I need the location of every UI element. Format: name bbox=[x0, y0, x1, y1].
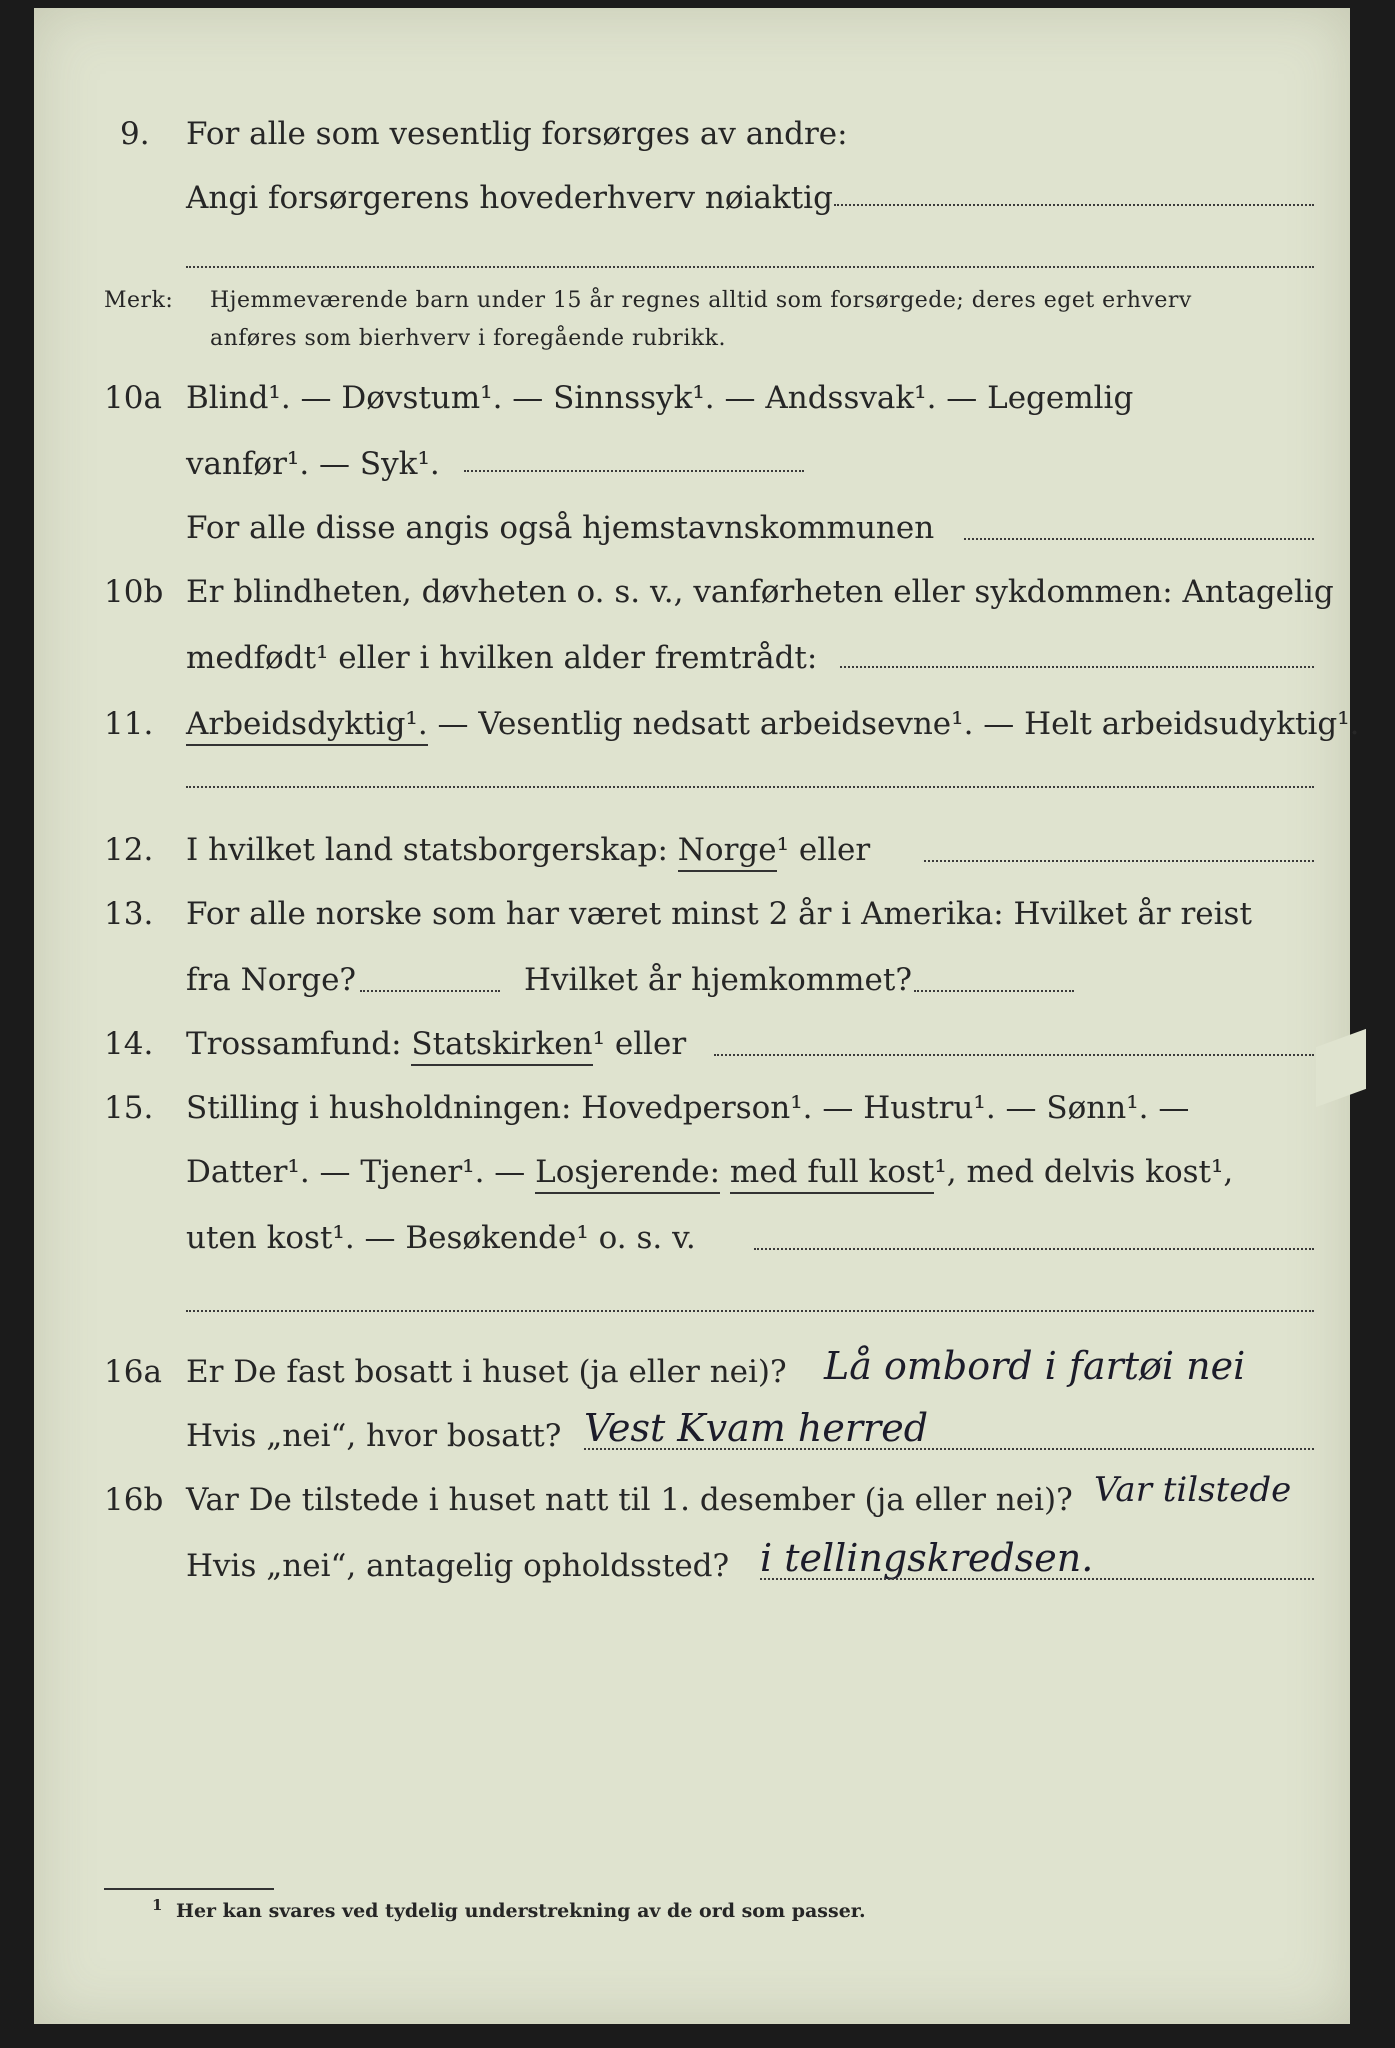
question-text-post: ¹, med delvis kost¹, bbox=[934, 1154, 1234, 1190]
underlined-answer: Statskirken bbox=[411, 1026, 592, 1066]
page-corner-tab bbox=[1316, 1029, 1366, 1107]
note-label: Merk: bbox=[104, 288, 174, 313]
note-text: anføres som bierhverv i foregående rubrikk. bbox=[210, 326, 727, 351]
answer-line[interactable] bbox=[360, 990, 500, 992]
handwritten-answer[interactable]: i tellingskredsen. bbox=[760, 1536, 1094, 1580]
underlined-answer: Arbeidsdyktig¹. bbox=[186, 706, 428, 746]
question-text-mid bbox=[720, 1154, 730, 1190]
underlined-answer: med full kost bbox=[730, 1154, 934, 1194]
question-text: Er blindheten, døvheten o. s. v., vanførheten eller sykdommen: Antagelig bbox=[186, 574, 1334, 610]
handwritten-answer[interactable]: Var tilstede bbox=[1094, 1470, 1292, 1510]
answer-line[interactable] bbox=[964, 538, 1314, 540]
question-text: Er De fast bosatt i huset (ja eller nei)? bbox=[186, 1354, 787, 1390]
answer-line[interactable] bbox=[464, 470, 804, 472]
question-number: 16a bbox=[104, 1354, 162, 1390]
answer-line[interactable] bbox=[924, 860, 1314, 862]
answer-line[interactable] bbox=[754, 1248, 1314, 1250]
question-text bbox=[186, 706, 1360, 742]
answer-line[interactable] bbox=[186, 786, 1314, 788]
question-text-pre: Datter¹. — Tjener¹. — bbox=[186, 1154, 536, 1190]
question-text: Hvis „nei“, hvor bosatt? bbox=[186, 1418, 562, 1454]
question-text bbox=[186, 832, 870, 868]
question-number: 9. bbox=[120, 116, 150, 152]
question-number: 14. bbox=[104, 1026, 154, 1062]
question-number: 12. bbox=[104, 832, 154, 868]
question-text-post: ¹ eller bbox=[592, 1026, 687, 1062]
question-text: Blind¹. — Døvstum¹. — Sinnssyk¹. — Andssvak¹. — Legemlig bbox=[186, 380, 1134, 416]
question-text-rest: — Vesentlig nedsatt arbeidsevne¹. — Helt arbeidsudyktig¹. bbox=[427, 706, 1360, 742]
question-text: fra Norge? bbox=[186, 962, 357, 998]
census-form-page bbox=[34, 8, 1360, 2024]
note-text: Hjemmeværende barn under 15 år regnes alltid som forsørgede; deres eget erhverv bbox=[210, 288, 1192, 313]
question-text-pre: I hvilket land statsborgerskap: bbox=[186, 832, 678, 868]
question-number: 10a bbox=[104, 380, 162, 416]
question-text: uten kost¹. — Besøkende¹ o. s. v. bbox=[186, 1220, 696, 1256]
answer-line[interactable] bbox=[584, 1448, 1314, 1450]
question-text: Hvilket år hjemkommet? bbox=[524, 962, 912, 998]
answer-line[interactable] bbox=[186, 1310, 1314, 1312]
handwritten-answer[interactable]: Vest Kvam herred bbox=[584, 1406, 929, 1450]
footnote-text: Her kan svares ved tydelig understrekning av de ord som passer. bbox=[176, 1900, 866, 1922]
underlined-answer: Norge bbox=[678, 832, 777, 872]
answer-line[interactable] bbox=[186, 266, 1314, 268]
question-text bbox=[186, 1026, 686, 1062]
footnote-mark: 1 bbox=[152, 1896, 163, 1914]
question-text: Angi forsørgerens hovederhverv nøiaktig bbox=[186, 180, 833, 216]
question-text: medfødt¹ eller i hvilken alder fremtrådt: bbox=[186, 640, 818, 676]
answer-line[interactable] bbox=[834, 204, 1314, 206]
question-number: 11. bbox=[104, 706, 154, 742]
answer-line[interactable] bbox=[760, 1578, 1314, 1580]
handwritten-answer[interactable]: Lå ombord i fartøi nei bbox=[824, 1344, 1246, 1388]
question-number: 15. bbox=[104, 1090, 154, 1126]
question-number: 13. bbox=[104, 896, 154, 932]
question-text: For alle norske som har været minst 2 år i Amerika: Hvilket år reist bbox=[186, 896, 1252, 932]
question-text bbox=[186, 1154, 1233, 1190]
question-text: Stilling i husholdningen: Hovedperson¹. — Hustru¹. — Sønn¹. — bbox=[186, 1090, 1190, 1126]
answer-line[interactable] bbox=[714, 1054, 1314, 1056]
question-number: 16b bbox=[104, 1482, 164, 1518]
underlined-answer: Losjerende: bbox=[535, 1154, 720, 1194]
question-text: Hvis „nei“, antagelig opholdssted? bbox=[186, 1548, 730, 1584]
answer-line[interactable] bbox=[914, 990, 1074, 992]
question-text-post: ¹ eller bbox=[776, 832, 871, 868]
footnote-divider bbox=[104, 1888, 274, 1890]
question-text-pre: Trossamfund: bbox=[186, 1026, 412, 1062]
question-text: For alle som vesentlig forsørges av andre: bbox=[186, 116, 848, 152]
question-text: For alle disse angis også hjemstavnskommunen bbox=[186, 510, 935, 546]
question-text: Var De tilstede i huset natt til 1. desember (ja eller nei)? bbox=[186, 1482, 1073, 1518]
answer-line[interactable] bbox=[840, 666, 1314, 668]
question-number: 10b bbox=[104, 574, 164, 610]
question-text: vanfør¹. — Syk¹. bbox=[186, 446, 440, 482]
